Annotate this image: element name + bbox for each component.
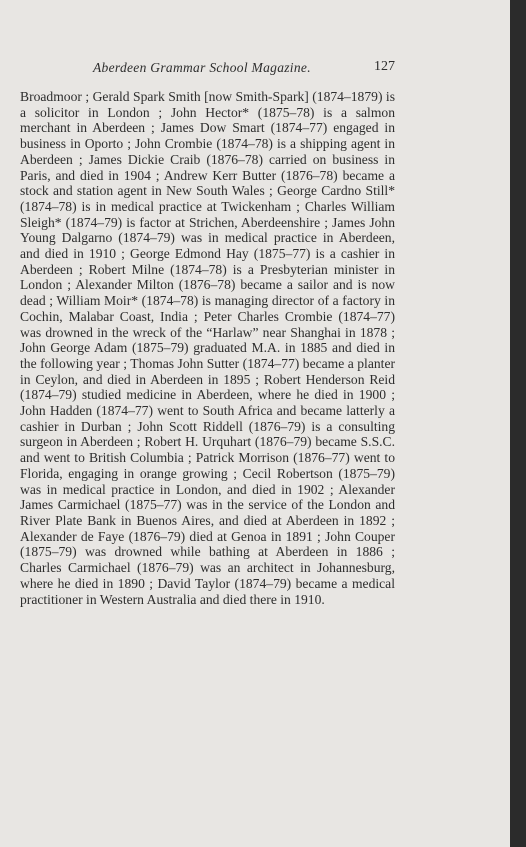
page-header <box>60 58 395 80</box>
body-paragraph: Broadmoor ; Gerald Spark Smith [now Smith-Spark] (1874–1879) is a solicitor in London ; John Hector* (1875–78) is a salmon merchant in Aberdeen ; James Dow Smart (1874–77) engaged in business in Oporto ; John Crombie (1874–78) is a shipping agent in Aberdeen ; James Dickie Craib (1876–78) carried on business in Paris, and died in 1904 ; Andrew Kerr Butter (1876–78) became a stock and station agent in New South Wales ; George Cardno Still* (1874–78) is in medical practice at Twickenham ; Charles William Sleigh* (1874–79) is factor at Strichen, Aberdeenshire ; James John Young Dalgarno (1874–79) was in medical practice in Aberdeen, and died in 1910 ; George Edmond Hay (1875–77) is a cashier in Aberdeen ; Robert Milne (1874–78) is a Presbyterian minister in London ; Alexander Milton (1876–78) became a sailor and is now dead ; William Moir* (1874–78) is managing director of a factory in Cochin, Malabar Coast, India ; Peter Charles Crombie (1874–77) was drowned in the wreck of the “Harlaw” near Shanghai in 1878 ; John George Adam (1875–79) graduated M.A. in 1885 and died in the following year ; Thomas John Sutter (1874–77) became a planter in Ceylon, and died in Aberdeen in 1895 ; Robert Henderson Reid (1874–79) studied medicine in Aberdeen, where he died in 1900 ; John Hadden (1874–77) went to South Africa and became latterly a cashier in Durban ; John Scott Riddell (1876–79) is a consulting surgeon in Aberdeen ; Robert H. Urquhart (1876–79) became S.S.C. and went to British Columbia ; Patrick Morrison (1876–77) went to Florida, engaging in orange growing ; Cecil Robertson (1875–79) was in medical practice in London, and died in 1902 ; Alexander James Carmichael (1875–77) was in the service of the London and River Plate Bank in Buenos Aires, and died at Aberdeen in 1892 ; Alexander de Faye (1876–79) died at Genoa in 1891 ; John Couper (1875–79) was drowned while bathing at Aberdeen in 1886 ; Charles Carmichael (1876–79) was an architect in Johannesburg, where he died in 1890 ; David Taylor (1874–79) became a medical practitioner in Western Australia and died there in 1910. <box>20 89 395 607</box>
running-title: Aberdeen Grammar School Magazine. <box>93 60 311 75</box>
page-number: 127 <box>374 59 395 74</box>
page-edge <box>510 0 526 847</box>
